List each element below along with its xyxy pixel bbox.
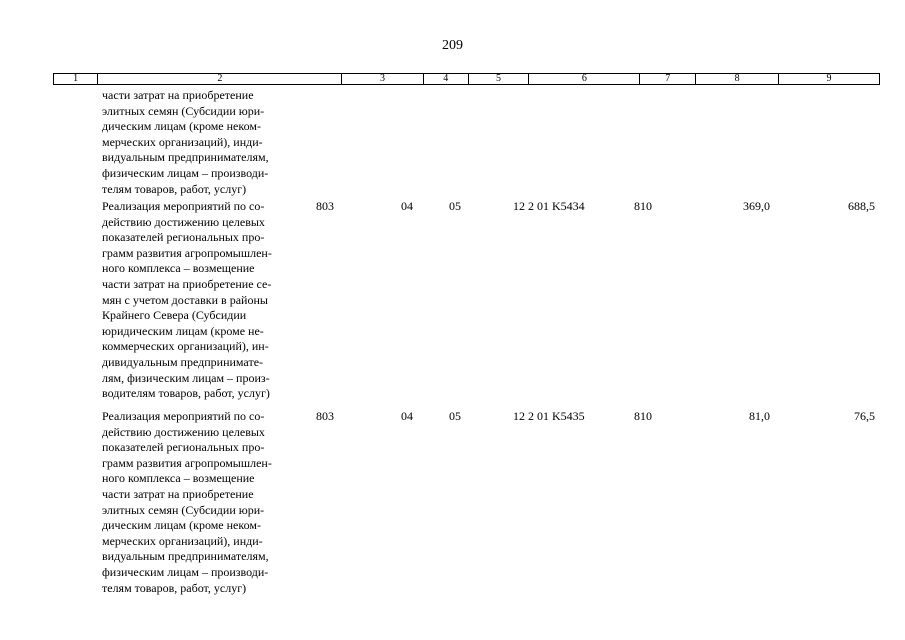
description-line: лям, физическим лицам – произ-	[102, 370, 270, 385]
section-code: 04	[401, 409, 413, 423]
header-col-5: 5	[469, 74, 529, 84]
header-col-1: 1	[54, 74, 98, 84]
description-line: ного комплекса – возмещение	[102, 261, 255, 276]
amount-col-9: 688,5	[848, 199, 875, 213]
description-line: мерческих организаций), инди-	[102, 134, 263, 149]
target-article-code: 12 2 01 K5435	[513, 409, 585, 423]
description-line: ного комплекса – возмещение	[102, 471, 255, 486]
description-line: коммерческих организаций), ин-	[102, 339, 269, 354]
description-line: телям товаров, работ, услуг)	[102, 181, 247, 196]
row-description	[102, 409, 312, 596]
description-line: мян с учетом доставки в районы	[102, 292, 268, 307]
description-line: части затрат на приобретение се-	[102, 276, 272, 291]
table-header-row	[53, 73, 880, 85]
description-line: телям товаров, работ, услуг)	[102, 580, 247, 595]
description-line: физическим лицам – производи-	[102, 564, 269, 579]
expense-type-code: 810	[634, 199, 652, 213]
header-col-7: 7	[640, 74, 696, 84]
subsection-code: 05	[449, 199, 461, 213]
target-article-code: 12 2 01 K5434	[513, 199, 585, 213]
header-col-8: 8	[696, 74, 779, 84]
description-line: водителям товаров, работ, услуг)	[102, 386, 270, 401]
amount-col-9: 76,5	[854, 409, 875, 423]
description-line: видуальным предпринимателям,	[102, 549, 269, 564]
description-line: показателей региональных про-	[102, 230, 265, 245]
description-line: части затрат на приобретение	[102, 88, 254, 102]
description-line: Реализация мероприятий по со-	[102, 409, 265, 423]
description-line: элитных семян (Субсидии юри-	[102, 502, 265, 517]
header-col-4: 4	[424, 74, 469, 84]
page-number: 209	[442, 38, 463, 53]
description-line: Крайнего Севера (Субсидии	[102, 308, 247, 323]
description-line: мерческих организаций), инди-	[102, 533, 263, 548]
header-col-3: 3	[342, 74, 423, 84]
description-line: действию достижению целевых	[102, 214, 265, 229]
ministry-code: 803	[316, 199, 334, 213]
description-line: грамм развития агропромышлен-	[102, 455, 272, 470]
header-col-9: 9	[826, 73, 832, 84]
description-line: элитных семян (Субсидии юри-	[102, 103, 265, 118]
row-description	[102, 199, 312, 402]
expense-type-code: 810	[634, 409, 652, 423]
ministry-code: 803	[316, 409, 334, 423]
description-line: видуальным предпринимателям,	[102, 150, 269, 165]
section-code: 04	[401, 199, 413, 213]
description-line: действию достижению целевых	[102, 424, 265, 439]
description-line: юридическим лицам (кроме не-	[102, 323, 264, 338]
amount-col-8: 369,0	[743, 199, 770, 213]
description-line: физическим лицам – производи-	[102, 165, 269, 180]
description-line: части затрат на приобретение	[102, 486, 254, 501]
header-col-2: 2	[98, 74, 342, 84]
description-line: показателей региональных про-	[102, 440, 265, 455]
header-col-6: 6	[529, 74, 640, 84]
description-line: дическим лицам (кроме неком-	[102, 119, 261, 134]
subsection-code: 05	[449, 409, 461, 423]
continuation-description	[102, 88, 312, 197]
amount-col-8: 81,0	[749, 409, 770, 423]
description-line: дическим лицам (кроме неком-	[102, 518, 261, 533]
description-line: Реализация мероприятий по со-	[102, 199, 265, 213]
description-line: дивидуальным предпринимате-	[102, 354, 264, 369]
description-line: грамм развития агропромышлен-	[102, 245, 272, 260]
